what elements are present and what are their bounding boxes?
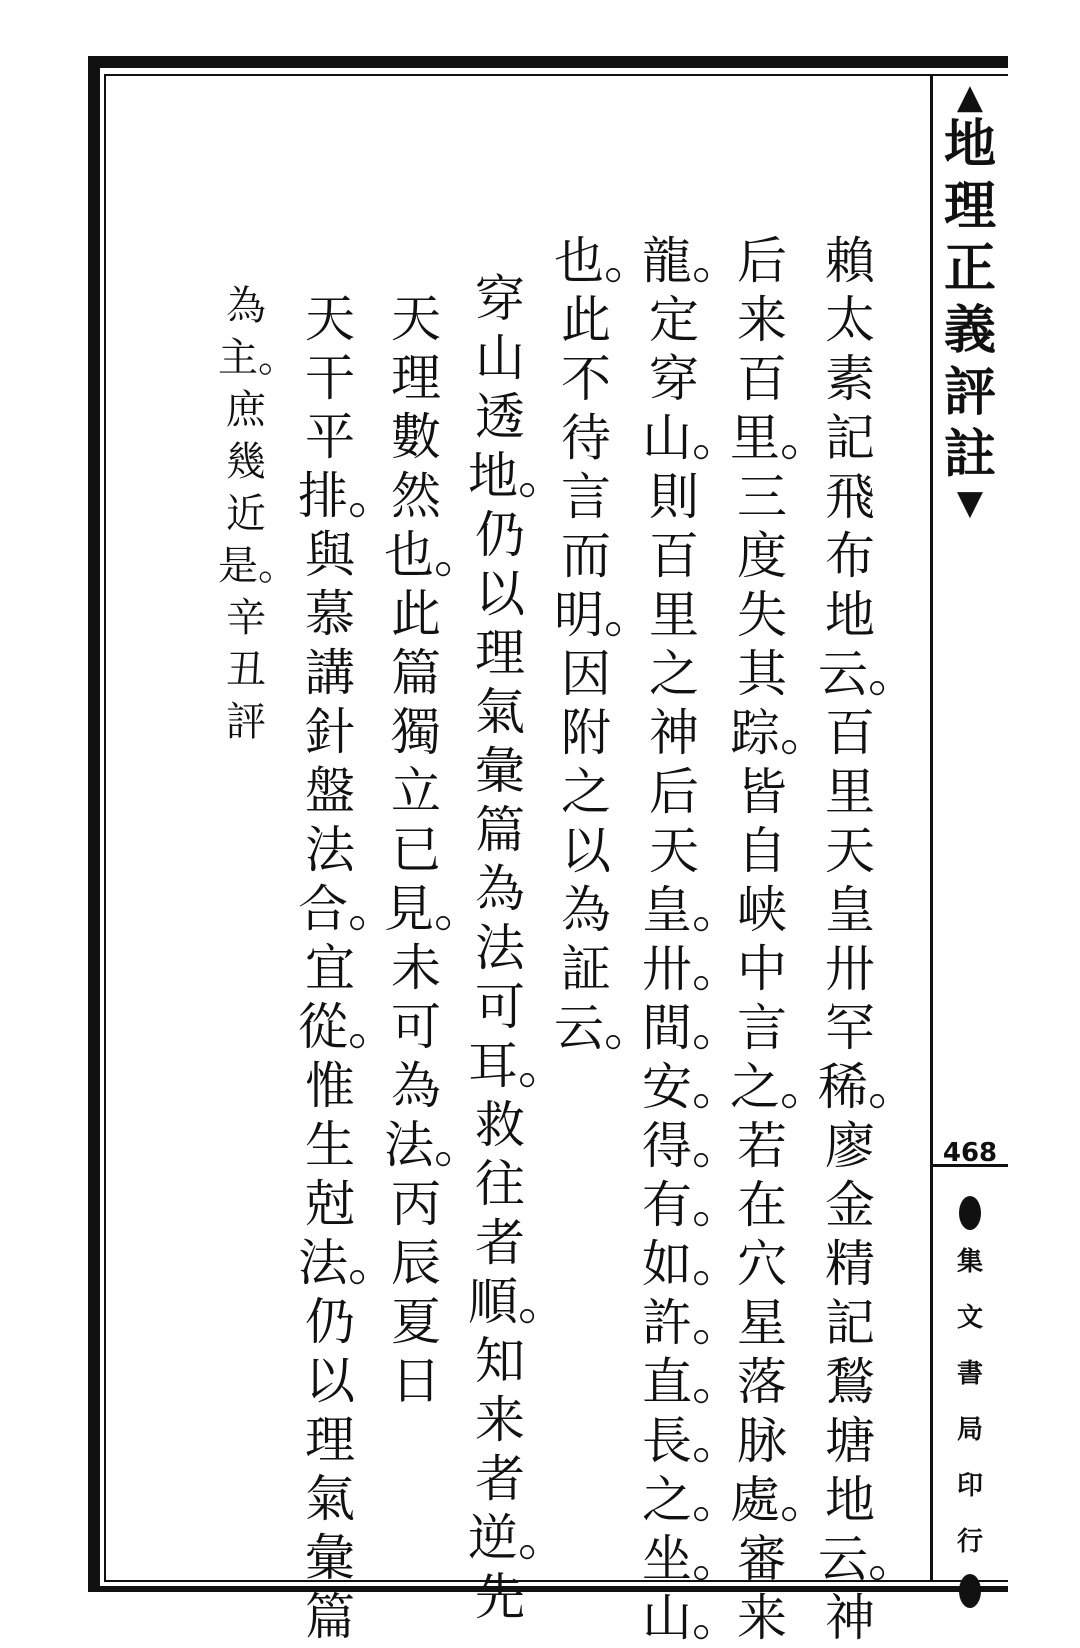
page-number: 468: [942, 1138, 998, 1168]
text-column-5: 穿山透地。仍以理氣彙篇為法可耳。救往者順。知来者逆。先: [468, 270, 568, 1626]
publisher-name: 集文書局印行: [956, 1247, 983, 1557]
publisher-block: [936, 1192, 1004, 1612]
text-column-8: 為主。庶幾近是。辛丑評: [218, 283, 298, 745]
triangle-up-icon: ▲: [956, 77, 984, 117]
triangle-down-icon: ▼: [956, 483, 984, 523]
book-title-block: [936, 77, 1004, 523]
text-column-7: 天干平排。與慕講針盤法合。宜從。惟生尅法。仍以理氣彙篇: [298, 290, 398, 1646]
disc-icon: [959, 1196, 981, 1230]
text-column-3: 龍。定穿山。則百里之神后天皇。卅。間。安。得。有。如。許。直。長。之。坐。山。: [642, 232, 742, 1647]
text-column-4: 也。此不待言而明。因附之以為証云。: [554, 232, 654, 1057]
disc-icon: [959, 1574, 981, 1608]
text-column-2: 后来百里。三度失其踪。皆自峡中言之。若在穴星落脉處。審来: [730, 232, 830, 1647]
book-title: 地理正義評註: [943, 115, 996, 485]
text-column-1: 賴太素記飛布地云。百里天皇卅罕稀。廖金精記鶖塘地云。神: [818, 232, 918, 1647]
text-column-6: 天理數然也。此篇獨立已見。未可為法。丙辰夏日: [384, 290, 484, 1410]
